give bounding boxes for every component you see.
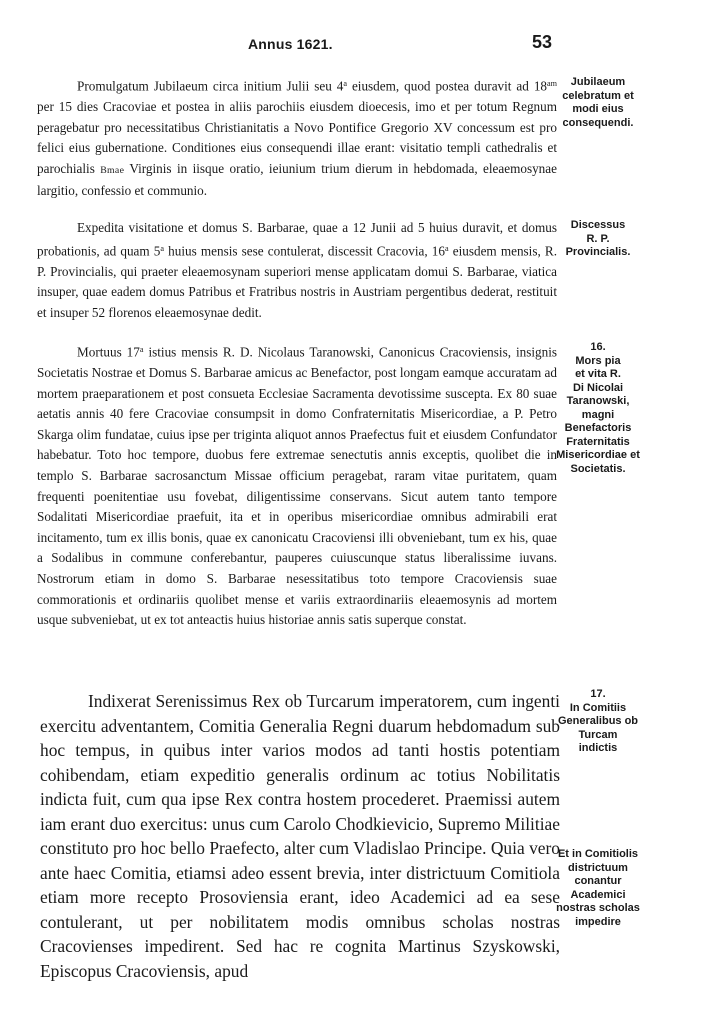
text-run: istius mensis R. D. Nicolaus Taranowski, Canonicus Cracoviensis, insignis Societatis Nostrae et Domus S. Barbarae amicus ac Benefactor, post longam eamque accuratam ad mortem praeparationem et post consueta Ecclesiae Sacramenta devotissime suscepta. Ex 80 suae aetatis annis 40 fere Cracoviae consumpsit in domo Confraternitatis Misericordiae, a P. Petro Skarga olim fundatae, cuius ipse per triginta aliquot annos Praefectus fuit et eiusdem Confundator habebatur. Toto hoc tempore, duobus fere extremae senectutis annis exceptis, quolibet die in templo S. Barbarae sacrosanctum Missae officium peragebat, raram vitae puritatem, quam frequenti poenitentiae usu fovebat, diligentissime conservans. Sicut autem tanto tempore Sodalitati Misericordiae praefuit, ita et in operibus misericordiae omnibus admirabili erat incitamento, tum ex illis bonis, quae ex canonicatu Cracoviensi illi obveniebant, tum ex his, quae a Sodalibus in commune conferebantur, pauperes cuiuscunque status liberalissime iuvans. Nostrorum etiam in domo S. Barbarae nesessitatibus toto tempore Cracoviensis suae commorationis et ordinariis quolibet mense et variis extraordinariis eleaemosynis ad mortem usque subveniebat, ut ex tot anteactis huius historiae annis satis superque constat.: [37, 344, 557, 628]
paragraph-mors: [37, 340, 557, 631]
margin-note-mors: 16. Mors pia et vita R. Di Nicolai Taranowski, magni Benefactoris Fraternitatis Misericordiae et Societatis.: [556, 341, 640, 475]
text-run: huius mensis sese contulerat, discessit Cracovia, 16: [164, 243, 445, 259]
paragraph-comitia: [40, 689, 560, 983]
paragraph-text: [37, 74, 557, 202]
margin-note-comitia: 17. In Comitiis Generalibus ob Turcam indictis: [557, 688, 639, 754]
page-number: 53: [532, 32, 553, 52]
superscript: a: [444, 243, 449, 253]
text-run: Mortuus 17: [77, 344, 140, 360]
paragraph-text: [37, 218, 557, 323]
text-run: per 15 dies Cracoviae et postea in aliis parochiis eiusdem dioecesis, imo et per totum Regnum peragebatur pro necessitatibus Christianitatis a Novo Pontifice Gregorio XV concessum est pro felici eius gubernatione. Conditiones eius consequendi illae erant: visitatio templi cathedralis et parochialis: [37, 99, 557, 176]
margin-note-discessus: Discessus R. P. Provincialis.: [565, 219, 631, 258]
text-run: Virginis in iisque oratio, ieiunium trium dierum in hebdomada, eleaemosynae largitio, confessio et communio.: [37, 160, 557, 199]
superscript: a: [160, 243, 165, 253]
margin-note-jubilaeum: Jubilaeum celebratum et modi eius consequendi.: [562, 76, 634, 129]
paragraph-text: Indixerat Serenissimus Rex ob Turcarum imperatorem, cum ingenti exercitu adventantem, Comitia Generalia Regni duarum hebdomadum sub hoc tempus, in quibus inter varios modos ad tanti hostis potentiam cohibendam, etiam expeditio generalis ordinum ac totius Nobilitatis indicta fuit, cum qua ipse Rex contra hostem procederet. Praemissi autem iam erant duo exercitus: unus cum Carolo Chodkievicio, Supremo Militiae constituto pro hoc bello Praefecto, alter cum Vladislao Principe. Quia vero ante haec Comitia, etiamsi adeo essent brevia, inter districtuum Comitiola etiam more recepto Prosoviensia erant, ideo Academici ad ea sese contulerant, ut per nobilitatem modis omnibus scholas nostras Cracovienses impedirent. Sed hac re cognita Martinus Szyskowski, Episcopus Cracoviensis, apud: [40, 691, 560, 981]
margin-note-comitiola: Et in Comitiolis districtuum conantur Academici nostras scholas impedire: [556, 848, 640, 928]
abbreviation: Bmae: [100, 164, 125, 176]
superscript: a: [139, 345, 144, 354]
paragraph-text: [37, 340, 557, 631]
page-header: [0, 30, 720, 56]
paragraph-jubilaeum: [37, 74, 557, 202]
text-run: Promulgatum Jubilaeum circa initium Julii seu 4: [77, 78, 344, 94]
text-run: Expedita visitatione et domus S. Barbarae, quae a 12 Junii ad 5 huius duravit, et domus probationis, ad quam 5: [37, 220, 557, 259]
text-run: eiusdem mensis, R. P. Provincialis, qui praeter eleaemosynam superiori mense applicatam domui S. Barbarae, viatica insuper, quae eadem domus Patribus et Fratribus nostris in Austriam pergentibus dederat, restituit et insuper 52 florenos eleaemosynae dedit.: [37, 243, 557, 320]
superscript: a: [343, 79, 347, 88]
running-title: Annus 1621.: [248, 36, 333, 52]
text-run: eiusdem, quod postea duravit ad 18: [346, 78, 548, 94]
superscript: am: [547, 79, 557, 88]
paragraph-discessus: [37, 218, 557, 323]
